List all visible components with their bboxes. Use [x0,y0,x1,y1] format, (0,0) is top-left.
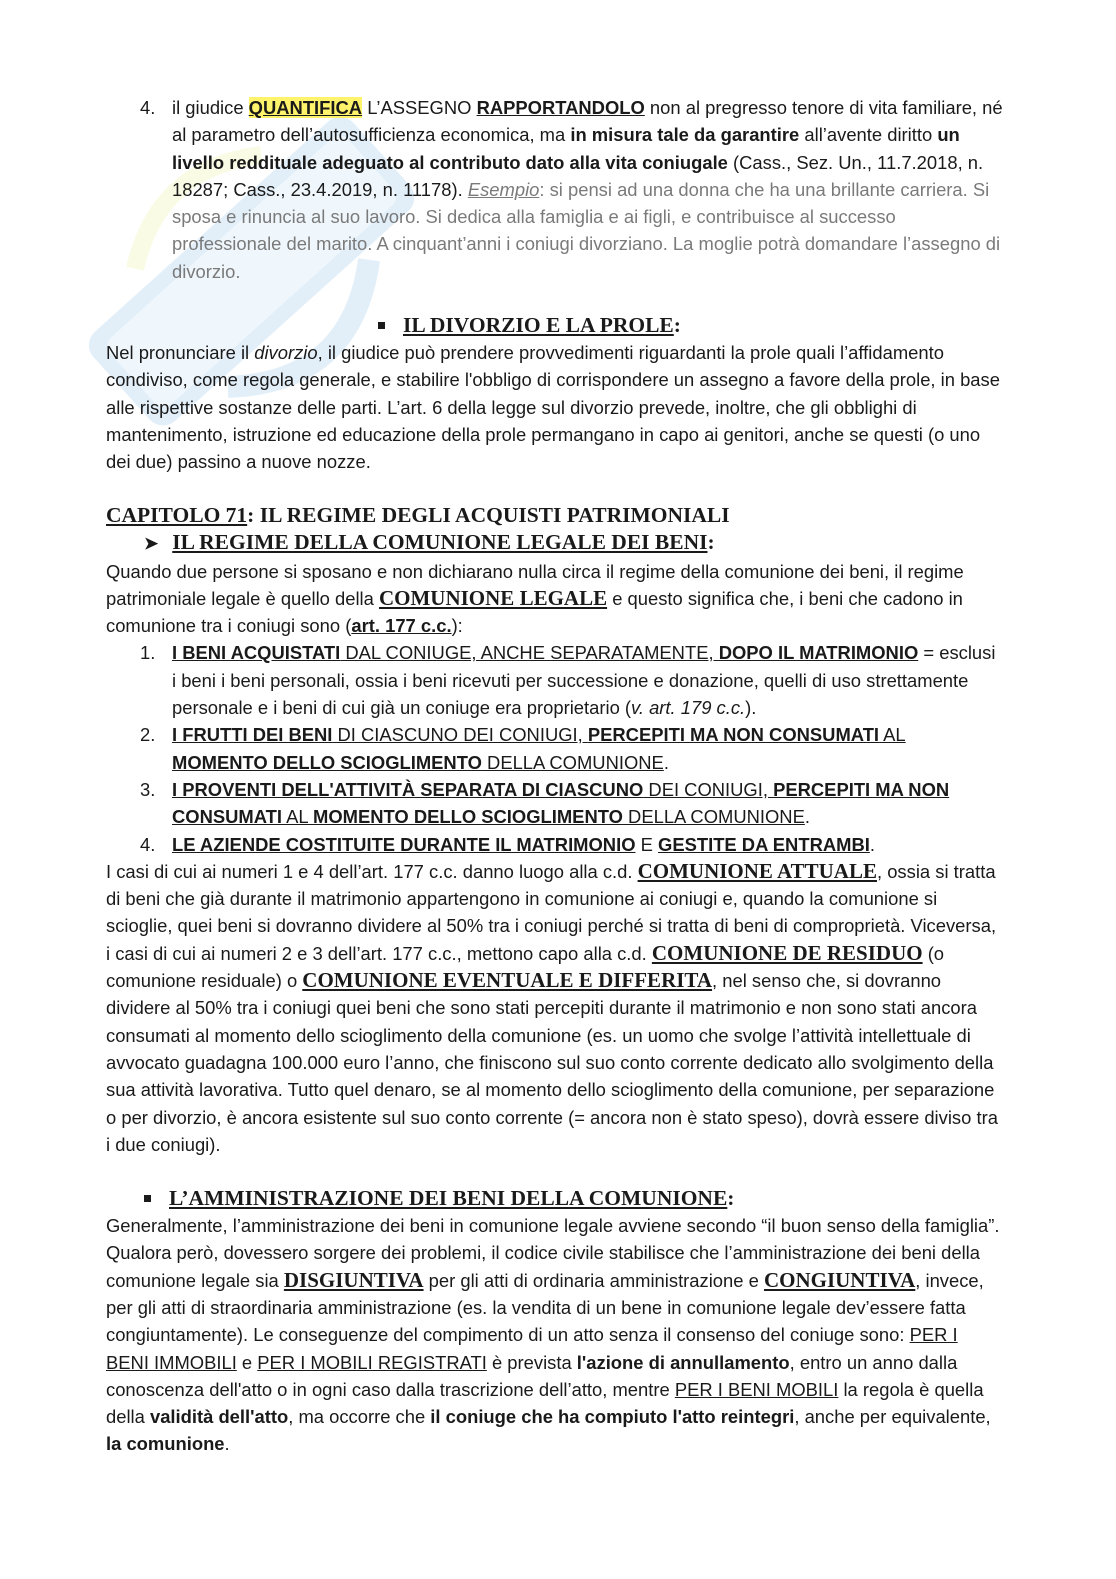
amministrazione-paragraph: Generalmente, l’amministrazione dei beni in comunione legale avviene secondo “il buon senso della famiglia”. Qualora però, dovessero sorgere dei problemi, il codice civile stabilisce che l’amministrazione dei beni della comunione legale sia DISGIUNTIVA per gli atti di ordinaria amministrazione e CONGIUNTIVA, invece, per gli atti di straordinaria amministrazione (es. la vendita di un bene in comunione legale dev’essere fatta congiuntamente). Le conseguenze del compimento di un atto senza il consenso del coniuge sono: PER I BENI IMMOBILI e PER I MOBILI REGISTRATI è prevista l'azione di annullamento, entro un anno dalla conoscenza dell'atto o in ogni caso dalla trascrizione dell’atto, mentre PER I BENI MOBILI la regola è quella della validità dell'atto, ma occorre che il coniuge che ha compiuto l'atto reintegri, anche per equivalente, la comunione. [106,1215,1000,1455]
square-bullet-icon [144,1195,151,1202]
assegno-list-item [106,94,1004,285]
square-bullet-icon [378,322,385,329]
example-text: : si pensi ad una donna che ha una brillante carriera. Si sposa e rinuncia al suo lavoro. Si dedica alla famiglia e ai figli, e contribuisce al successo professionale del marito. A cinquant’anni i coniugi divorziano. La moglie potrà domandare l’assegno di divorzio. [172,178,1001,282]
casi-paragraph: I casi di cui ai numeri 1 e 4 dell’art. 177 c.c. danno luogo alla c.d. COMUNIONE ATTUALE, ossia si tratta di beni che già durante il matrimonio appartengono in comunione ai coniugi e, quando la comunione si scioglie, quei beni si dovranno dividere al 50% tra i coniugi perché si tratta di beni di comproprietà. Viceversa, i casi di cui ai numeri 2 e 3 dell’art. 177 c.c., mettono capo alla c.d. COMUNIONE DE RESIDUO (o comunione residuale) o COMUNIONE EVENTUALE E DIFFERITA, nel senso che, si dovranno dividere al 50% tra i coniugi quei beni che sono stati percepiti durante il matrimonio e non sono stati ancora consumati al momento dello scioglimento della comunione (es. un uomo che svolge l’attività intellettuale di avvocato guadagna 100.000 euro l’anno, che finiscono sul suo conto corrente dedicato allo svolgimento della sua attività lavorativa. Tutto quel denaro, se al momento dello scioglimento della comunione, per separazione o per divorzio, è ancora esistente sul suo conto corrente (= ancora non è stato speso), dovrà essere diviso tra i due coniugi). [106,858,998,1155]
list-item: 3. I PROVENTI DELL'ATTIVITÀ SEPARATA DI CIASCUNO DEI CONIUGI, PERCEPITI MA NON CONSUMATI AL MOMENTO DELLO SCIOGLIMENTO DELLA COMUNIONE. [140,778,950,828]
list-item: 2. I FRUTTI DEI BENI DI CIASCUNO DEI CONIUGI, PERCEPITI MA NON CONSUMATI AL MOMENTO DELLO SCIOGLIMENTO DELLA COMUNIONE. [140,724,906,773]
list-number: 4. [140,97,156,118]
esempio-label: Esempio [467,178,540,200]
list-item: 1. I BENI ACQUISTATI DAL CONIUGE, ANCHE SEPARATAMENTE, DOPO IL MATRIMONIO = esclusi i beni i beni personali, ossia i beni ricevuti per successione e donazione, quelli di uso strettamente personale e i beni di cui già un coniuge era proprietario (v. art. 179 c.c.). [140,642,996,719]
section-heading-amministrazione: L’AMMINISTRAZIONE DEI BENI DELLA COMUNIONE: [106,1184,1004,1212]
assegno-paragraph: il giudice QUANTIFICA L’ASSEGNO RAPPORTANDOLO non al pregresso tenore di vita familiare, né al parametro dell’autosufficienza economica, ma in misura tale da garantire all’avente diritto un livello reddituale adeguato al contributo dato alla vita coniugale (Cass., Sez. Un., 11.7.2018, n. 18287; Cass., 23.4.2019, n. 11178). Esempio: si pensi ad una donna che ha una brillante carriera. Si sposa e rinuncia al suo lavoro. Si dedica alla famiglia e ai figli, e contribuisce al successo professionale del marito. A cinquant’anni i coniugi divorziano. La moglie potrà domandare l’assegno di divorzio. [172,97,1003,282]
comunione-paragraph: Quando due persone si sposano e non dichiarano nulla circa il regime della comunione dei beni, il regime patrimoniale legale è quello della COMUNIONE LEGALE e questo significa che, i beni che cadono in comunione tra i coniugi sono (art. 177 c.c.): [106,560,964,637]
document-body [106,94,1004,1458]
section-heading-prole: IL DIVORZIO E LA PROLE: [106,311,1004,339]
section-heading-comunione: ➤ IL REGIME DELLA COMUNIONE LEGALE DEI BENI: [106,528,1004,558]
arrow-bullet-icon: ➤ [144,533,159,553]
prole-paragraph: Nel pronunciare il divorzio, il giudice può prendere provvedimenti riguardanti la prole quali l’affidamento condiviso, come regola generale, e stabilire l'obbligo di corrispondere un assegno a favore della prole, in base alle rispettive sostanze delle parti. L’art. 6 della legge sul divorzio prevede, inoltre, che gli obblighi di mantenimento, istruzione ed educazione della prole permangano in capo ai genitori, anche se questi (o uno dei due) passino a nuove nozze. [106,342,1000,473]
list-item: 4. LE AZIENDE COSTITUITE DURANTE IL MATRIMONIO E GESTITE DA ENTRAMBI. [140,833,875,855]
chapter-title: CAPITOLO 71: IL REGIME DEGLI ACQUISTI PATRIMONIALI [106,502,730,527]
